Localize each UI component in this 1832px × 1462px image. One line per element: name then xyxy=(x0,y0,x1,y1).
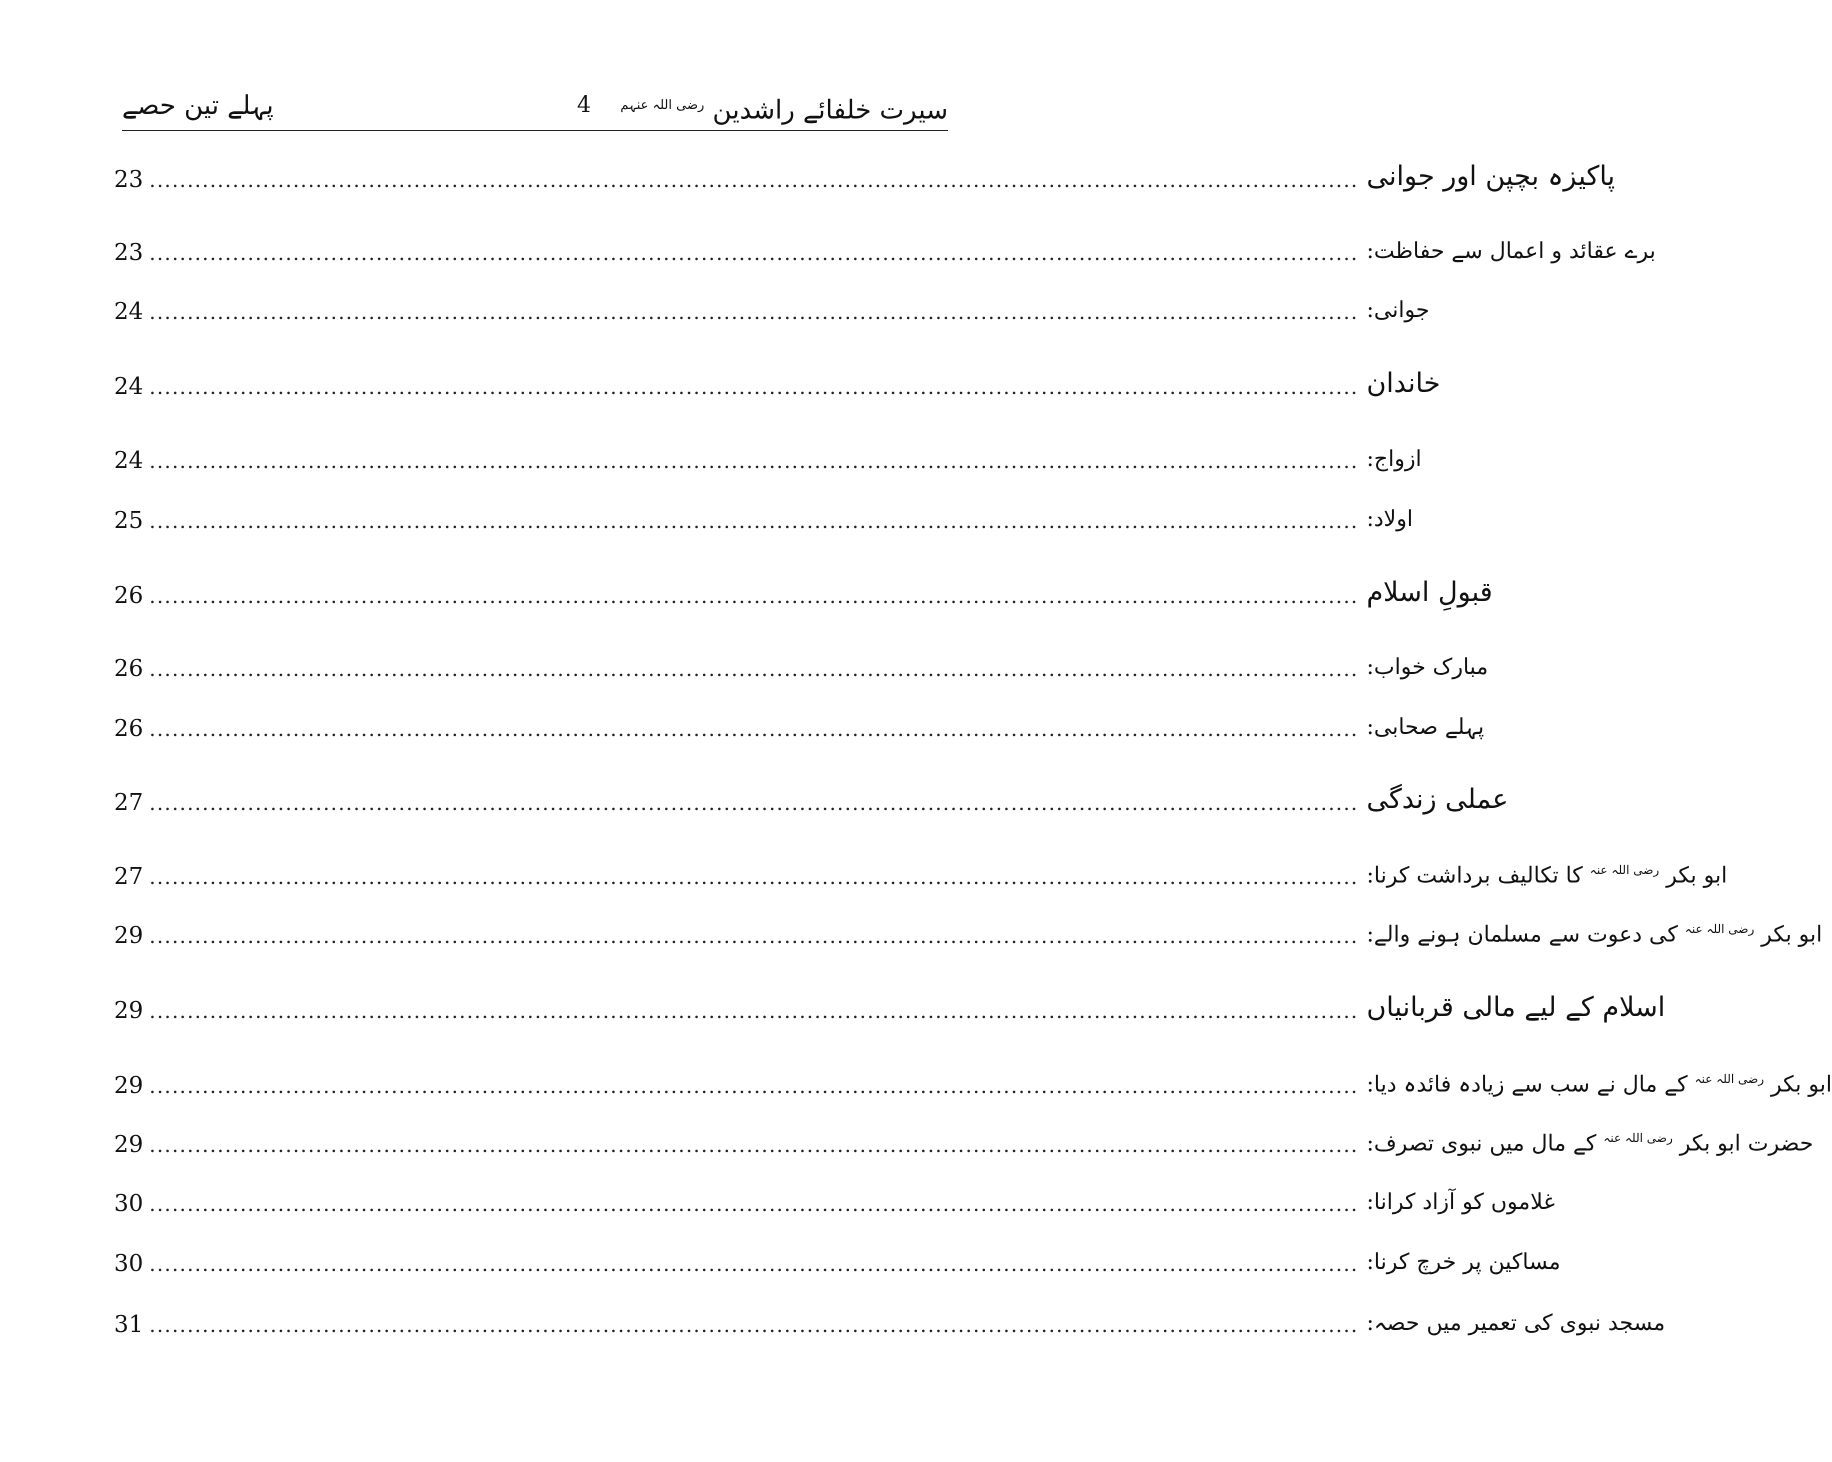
book-honorific: رضی اللہ عنہم xyxy=(620,98,705,113)
toc-page-number: 27 xyxy=(114,790,144,816)
toc-heading: قبولِ اسلام xyxy=(1366,577,1493,608)
dot-leader: ................................................................................................................................................................ xyxy=(149,1074,1359,1098)
title-part: حضرت ابو بکر xyxy=(1679,1131,1814,1156)
dot-leader: ................................................................................................................................................................ xyxy=(149,924,1359,948)
honorific: رضی اللہ عنہ xyxy=(1684,921,1755,936)
toc-page-number: 26 xyxy=(114,583,144,609)
toc-heading: اسلام کے لیے مالی قربانیاں xyxy=(1366,992,1666,1023)
toc-subheading: برے عقائد و اعمال سے حفاظت: xyxy=(1366,239,1656,264)
toc-entry-sub xyxy=(114,644,1489,688)
toc-heading: خاندان xyxy=(1366,368,1441,399)
toc-subheading: پہلے صحابی: xyxy=(1366,715,1485,740)
honorific: رضی اللہ عنہ xyxy=(1603,1130,1673,1145)
toc-page-number: 30 xyxy=(114,1251,144,1277)
toc-page-number: 29 xyxy=(114,998,144,1024)
dot-leader: ................................................................................................................................................................ xyxy=(149,791,1359,815)
page-number: 4 xyxy=(577,93,591,118)
toc-entry-sub xyxy=(114,228,1656,272)
toc-heading: پاکیزہ بچپن اور جوانی xyxy=(1366,161,1616,192)
toc-entry-main xyxy=(114,778,1509,822)
dot-leader: ................................................................................................................................................................ xyxy=(149,717,1359,741)
toc-subheading: جوانی: xyxy=(1366,298,1430,323)
toc-page-number: 29 xyxy=(114,1073,144,1099)
toc-subheading xyxy=(1358,850,1727,896)
toc-page-number: 26 xyxy=(114,656,144,682)
dot-leader: ................................................................................................................................................................ xyxy=(149,865,1359,889)
toc-page-number: 24 xyxy=(114,374,144,400)
toc-page-number: 26 xyxy=(114,716,144,742)
honorific: رضی اللہ عنہ xyxy=(1694,1071,1765,1086)
title-part: کا تکالیف برداشت کرنا: xyxy=(1366,863,1583,888)
dot-leader: ................................................................................................................................................................ xyxy=(149,241,1359,265)
title-part: ابو بکر xyxy=(1666,863,1728,888)
dot-leader: ................................................................................................................................................................ xyxy=(149,584,1359,608)
toc-subheading: مسجد نبوی کی تعمیر میں حصہ: xyxy=(1366,1311,1666,1336)
dot-leader: ................................................................................................................................................................ xyxy=(149,1192,1359,1216)
toc-entry-main xyxy=(114,571,1493,615)
dot-leader: ................................................................................................................................................................ xyxy=(149,509,1359,533)
toc-subheading xyxy=(1358,1118,1813,1164)
title-part: کے مال نے سب سے زیادہ فائدہ دیا: xyxy=(1366,1072,1688,1097)
toc-page-number: 23 xyxy=(114,167,144,193)
toc-entry-sub xyxy=(114,852,1728,896)
dot-leader: ................................................................................................................................................................ xyxy=(149,300,1359,324)
toc-page-number: 30 xyxy=(114,1191,144,1217)
toc-subheading: اولاد: xyxy=(1366,507,1413,532)
toc-entry-sub xyxy=(114,436,1422,480)
toc-page-number: 29 xyxy=(114,923,144,949)
toc-entry-sub xyxy=(114,911,1823,955)
toc-entry-sub xyxy=(114,704,1485,748)
dot-leader: ................................................................................................................................................................ xyxy=(149,449,1359,473)
dot-leader: ................................................................................................................................................................ xyxy=(149,1252,1359,1276)
toc-page-number: 27 xyxy=(114,864,144,890)
toc-page-number: 29 xyxy=(114,1132,144,1158)
toc-entry-sub xyxy=(114,496,1413,540)
toc-subheading: ازواج: xyxy=(1366,447,1422,472)
toc-page-number: 24 xyxy=(114,299,144,325)
dot-leader: ................................................................................................................................................................ xyxy=(149,657,1359,681)
title-part: ابو بکر xyxy=(1771,1072,1832,1097)
toc-entry-sub xyxy=(114,1061,1832,1105)
dot-leader: ................................................................................................................................................................ xyxy=(149,999,1359,1023)
book-title-text: سیرت خلفائے راشدین xyxy=(712,95,948,126)
dot-leader: ................................................................................................................................................................ xyxy=(149,1133,1359,1157)
toc-page-number: 31 xyxy=(114,1312,144,1338)
dot-leader: ................................................................................................................................................................ xyxy=(149,1313,1359,1337)
dot-leader: ................................................................................................................................................................ xyxy=(149,168,1359,192)
part-label: پہلے تین حصے xyxy=(122,91,274,121)
toc-page-number: 24 xyxy=(114,448,144,474)
toc-subheading xyxy=(1358,909,1822,955)
toc-heading: عملی زندگی xyxy=(1366,784,1509,815)
toc-entry-main xyxy=(114,986,1666,1030)
toc-subheading: غلاموں کو آزاد کرانا: xyxy=(1366,1190,1555,1215)
toc-entry-sub xyxy=(114,1179,1555,1223)
toc-entry-sub xyxy=(114,287,1430,331)
toc-page-number: 25 xyxy=(114,508,144,534)
toc-subheading: مساکین پر خرچ کرنا: xyxy=(1366,1250,1561,1275)
honorific: رضی اللہ عنہ xyxy=(1589,862,1660,877)
toc-entry-sub xyxy=(114,1120,1814,1164)
title-part: کے مال میں نبوی تصرف: xyxy=(1366,1131,1597,1156)
toc-page-number: 23 xyxy=(114,240,144,266)
toc-entry-sub xyxy=(114,1300,1666,1344)
title-part: کی دعوت سے مسلمان ہونے والے: xyxy=(1366,922,1678,947)
dot-leader: ................................................................................................................................................................ xyxy=(149,375,1359,399)
title-part: ابو بکر xyxy=(1761,922,1823,947)
toc-entry-sub xyxy=(114,1239,1561,1283)
toc-subheading: مبارک خواب: xyxy=(1366,655,1489,680)
toc-entry-main xyxy=(114,155,1616,199)
toc-subheading xyxy=(1358,1059,1832,1105)
toc-entry-main xyxy=(114,362,1441,406)
